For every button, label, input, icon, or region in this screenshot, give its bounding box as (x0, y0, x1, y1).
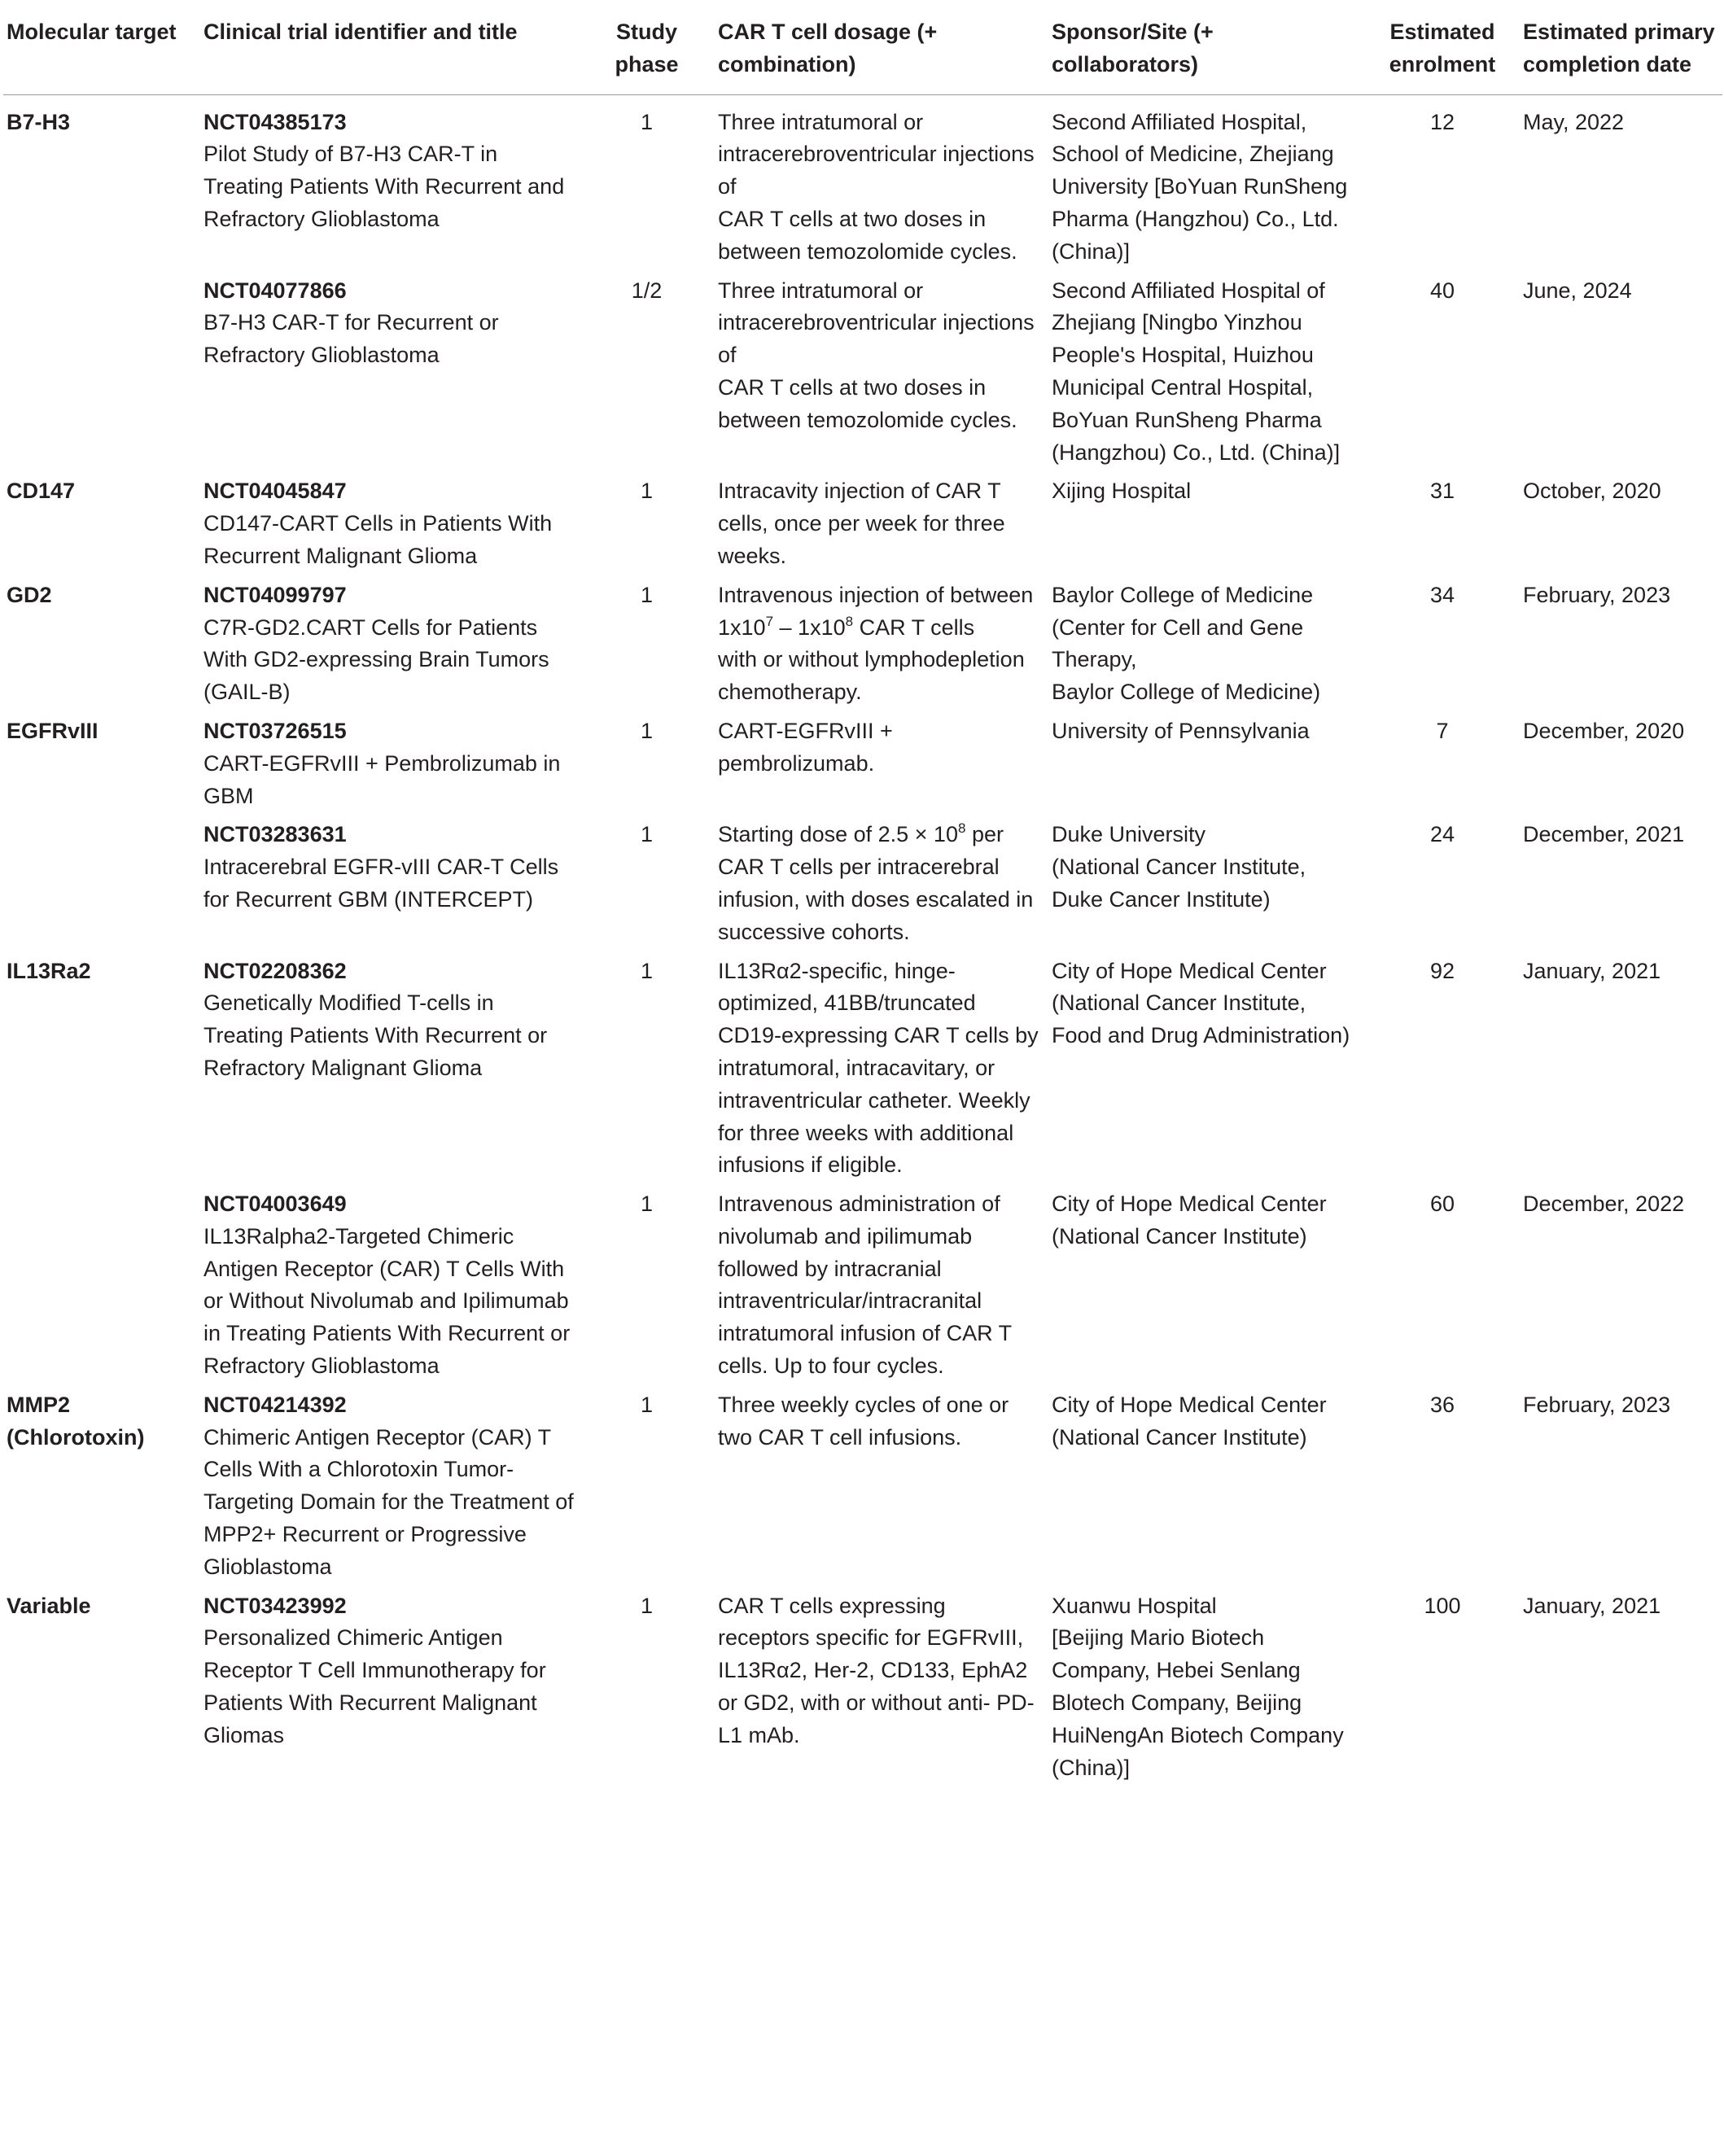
table-row (3, 1183, 1722, 1384)
study-phase-cell: 1 (640, 1392, 654, 1417)
completion-date-cell: December, 2022 (1523, 1192, 1685, 1217)
enrolment-cell: 60 (1429, 1192, 1455, 1217)
table-row (3, 1384, 1722, 1585)
molecular-target-cell: Variable (7, 1593, 91, 1618)
enrolment-cell: 92 (1429, 958, 1455, 983)
header-trial: Clinical trial identifier and title (200, 0, 582, 94)
trial-cell (200, 1585, 582, 1786)
trial-title: B7-H3 CAR-T for Recurrent or Refractory Glioblastoma (203, 310, 499, 368)
study-phase-cell: 1 (640, 109, 654, 134)
molecular-target-cell: EGFRvIII (7, 718, 98, 743)
trial-cell (200, 1384, 582, 1585)
trial-identifier: NCT04045847 (203, 479, 347, 504)
dosage-text: Three intratumoral or intracerebroventricular injections of CAR T cells at two doses in between temozolomide cycles. (718, 278, 1035, 432)
dosage-text: – 1x10 (773, 614, 846, 640)
trial-identifier: NCT04099797 (203, 582, 347, 607)
study-phase-cell: 1 (640, 958, 654, 983)
molecular-target-cell: MMP2 (Chlorotoxin) (7, 1392, 145, 1450)
header-molecular-target: Molecular target (3, 0, 200, 94)
table-row (3, 951, 1722, 1184)
trial-title: IL13Ralpha2-Targeted Chimeric Antigen Receptor (CAR) T Cells With or Without Nivolumab and Ipilimumab in Treating Patients With Recurrent or Refractory Glioblastoma (203, 1223, 571, 1379)
trial-cell (200, 1183, 582, 1384)
sponsor-cell: City of Hope Medical Center (National Cancer Institute, Food and Drug Administration) (1052, 958, 1350, 1048)
dosage-cell (715, 1585, 1048, 1786)
sponsor-cell: Xuanwu Hospital [Beijing Mario Biotech Company, Hebei Senlang Blotech Company, Beijing HuiNengAn Biotech Company (China)] (1052, 1593, 1344, 1780)
completion-date-cell: February, 2023 (1523, 582, 1671, 607)
header-study-phase: Study phase (582, 0, 715, 94)
dosage-cell (715, 1183, 1048, 1384)
study-phase-cell: 1 (640, 479, 654, 504)
trial-cell (200, 270, 582, 471)
table-body (3, 94, 1722, 1786)
dosage-cell (715, 470, 1048, 574)
dosage-text: Intravenous administration of nivolumab and ipilimumab followed by intracranial intraventricular/intracranital intratumoral infusion of CAR T cells. Up to four cycles. (718, 1192, 1018, 1379)
trial-cell (200, 951, 582, 1184)
trial-cell (200, 470, 582, 574)
completion-date-cell: February, 2023 (1523, 1392, 1671, 1417)
dosage-cell (715, 94, 1048, 269)
completion-date-cell: December, 2021 (1523, 822, 1685, 847)
enrolment-cell: 40 (1429, 278, 1455, 303)
dosage-text: Intracavity injection of CAR T cells, once per week for three weeks. (718, 479, 1012, 568)
study-phase-cell: 1 (640, 582, 654, 607)
trial-cell (200, 814, 582, 950)
trial-title: Chimeric Antigen Receptor (CAR) T Cells With a Chlorotoxin Tumor-Targeting Domain for the Treatment of MPP2+ Recurrent or Progressive Glioblastoma (203, 1424, 574, 1579)
dosage-text: CAR T cells with or without lymphodepletion chemotherapy. (718, 614, 1025, 705)
table-row (3, 814, 1722, 950)
enrolment-cell: 100 (1424, 1593, 1461, 1618)
molecular-target-cell: GD2 (7, 582, 52, 607)
trial-title: CART-EGFRvIII + Pembrolizumab in GBM (203, 750, 561, 808)
molecular-target-cell: CD147 (7, 479, 76, 504)
molecular-target-cell: B7-H3 (7, 109, 71, 134)
study-phase-cell: 1 (640, 822, 654, 847)
trial-title: C7R-GD2.CART Cells for Patients With GD2-expressing Brain Tumors (GAIL-B) (203, 614, 549, 705)
enrolment-cell: 36 (1429, 1392, 1455, 1417)
study-phase-cell: 1 (640, 1593, 654, 1618)
sponsor-cell: Duke University (National Cancer Institute, Duke Cancer Institute) (1052, 822, 1306, 912)
header-completion-date: Estimated primary completion date (1520, 0, 1722, 94)
trial-title: Intracerebral EGFR-vIII CAR-T Cells for Recurrent GBM (INTERCEPT) (203, 855, 559, 912)
trial-identifier: NCT03726515 (203, 718, 347, 743)
completion-date-cell: October, 2020 (1523, 479, 1661, 504)
molecular-target-cell (3, 814, 200, 950)
study-phase-cell: 1/2 (631, 278, 663, 303)
trial-cell (200, 94, 582, 269)
molecular-target-cell: IL13Ra2 (7, 958, 91, 983)
sponsor-cell: Second Affiliated Hospital of Zhejiang [Ningbo Yinzhou People's Hospital, Huizhou Municipal Central Hospital, BoYuan RunSheng Pharma (Hangzhou) Co., Ltd. (China)] (1052, 278, 1341, 465)
enrolment-cell: 7 (1436, 718, 1449, 743)
trial-cell (200, 711, 582, 814)
table-row (3, 575, 1722, 711)
completion-date-cell: June, 2024 (1523, 278, 1632, 303)
dosage-text: Three intratumoral or intracerebroventricular injections of CAR T cells at two doses in between temozolomide cycles. (718, 109, 1035, 264)
dosage-text: Three weekly cycles of one or two CAR T cell infusions. (718, 1392, 1015, 1450)
trial-cell (200, 575, 582, 711)
dosage-text: IL13Rα2-specific, hinge-optimized, 41BB/truncated CD19-expressing CAR T cells by intratumoral, intracavitary, or intraventricular catheter. Weekly for three weeks with additional infusions if eligible. (718, 958, 1045, 1178)
sponsor-cell: City of Hope Medical Center (National Cancer Institute) (1052, 1392, 1327, 1450)
table-row (3, 94, 1722, 269)
trial-title: Personalized Chimeric Antigen Receptor T Cell Immunotherapy for Patients With Recurrent Malignant Gliomas (203, 1625, 546, 1747)
dosage-cell (715, 1384, 1048, 1585)
table-row (3, 1585, 1722, 1786)
study-phase-cell: 1 (640, 1192, 654, 1217)
header-dosage: CAR T cell dosage (+ combination) (715, 0, 1048, 94)
trial-title: Pilot Study of B7-H3 CAR-T in Treating Patients With Recurrent and Refractory Glioblastoma (203, 142, 565, 231)
dosage-cell (715, 814, 1048, 950)
table-row (3, 711, 1722, 814)
trial-title: Genetically Modified T-cells in Treating Patients With Recurrent or Refractory Malignant Glioma (203, 991, 548, 1080)
sponsor-cell: University of Pennsylvania (1052, 718, 1310, 743)
table-header (3, 0, 1722, 94)
table-row (3, 470, 1722, 574)
enrolment-cell: 34 (1429, 582, 1455, 607)
dosage-cell (715, 270, 1048, 471)
dosage-text: CAR T cells expressing receptors specific for EGFRvIII, IL13Rα2, Her-2, CD133, EphA2 or GD2, with or without anti- PD-L1 mAb. (718, 1593, 1035, 1747)
sponsor-cell: Xijing Hospital (1052, 479, 1192, 504)
completion-date-cell: January, 2021 (1523, 958, 1661, 983)
sponsor-cell: City of Hope Medical Center (National Cancer Institute) (1052, 1192, 1327, 1249)
trial-identifier: NCT04003649 (203, 1192, 347, 1217)
trial-identifier: NCT04214392 (203, 1392, 347, 1417)
dosage-cell (715, 711, 1048, 814)
enrolment-cell: 24 (1429, 822, 1455, 847)
dosage-text: Starting dose of 2.5 × 10 (718, 822, 958, 847)
study-phase-cell: 1 (640, 718, 654, 743)
sponsor-cell: Second Affiliated Hospital, School of Medicine, Zhejiang University [BoYuan RunSheng Pharma (Hangzhou) Co., Ltd. (China)] (1052, 109, 1348, 264)
molecular-target-cell (3, 270, 200, 471)
dosage-cell (715, 575, 1048, 711)
completion-date-cell: December, 2020 (1523, 718, 1685, 743)
trial-identifier: NCT03423992 (203, 1593, 347, 1618)
dosage-exponent: 8 (845, 613, 854, 629)
dosage-text: Intravenous injection of between 1x10 (718, 582, 1039, 640)
completion-date-cell: May, 2022 (1523, 109, 1625, 134)
trial-identifier: NCT04077866 (203, 278, 347, 303)
dosage-exponent: 8 (957, 820, 966, 837)
enrolment-cell: 12 (1429, 109, 1455, 134)
dosage-cell (715, 951, 1048, 1184)
completion-date-cell: January, 2021 (1523, 1593, 1661, 1618)
trial-identifier: NCT03283631 (203, 822, 347, 847)
trial-identifier: NCT02208362 (203, 958, 347, 983)
header-sponsor: Sponsor/Site (+ collaborators) (1048, 0, 1368, 94)
trial-identifier: NCT04385173 (203, 109, 347, 134)
dosage-text: per CAR T cells per intracerebral infusion, with doses escalated in successive cohorts. (718, 822, 1034, 944)
sponsor-cell: Baylor College of Medicine (Center for Cell and Gene Therapy, Baylor College of Medicine) (1052, 582, 1321, 705)
molecular-target-cell (3, 1183, 200, 1384)
table-row (3, 270, 1722, 471)
dosage-text: CART-EGFRvIII + pembrolizumab. (718, 718, 899, 776)
dosage-exponent: 7 (765, 613, 774, 629)
enrolment-cell: 31 (1429, 479, 1455, 504)
header-enrolment: Estimated enrolment (1368, 0, 1520, 94)
trial-title: CD147-CART Cells in Patients With Recurrent Malignant Glioma (203, 511, 553, 568)
